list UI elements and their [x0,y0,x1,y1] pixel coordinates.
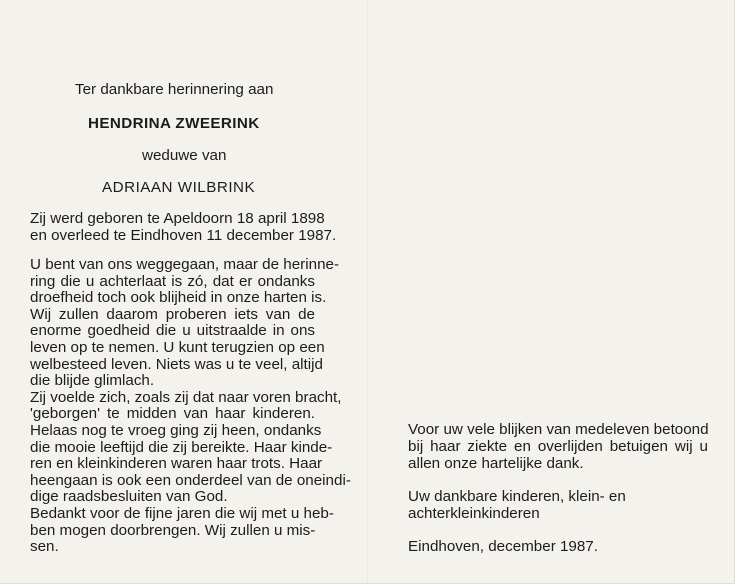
intro-line: Ter dankbare herinnering aan [75,81,274,98]
poem-line: die mooie leeftijd die zij bereikte. Haar kinde- [30,438,333,456]
spouse-name: ADRIAAN WILBRINK [102,179,256,196]
poem-block [30,256,351,556]
poem-line: ring die u achterlaat is zó, dat er ondanks [30,272,315,290]
poem-line: enorme goedheid die u uitstraalde in ons [30,322,315,340]
poem-line: droefheid toch ook blijheid in onze harten is. [30,289,327,307]
thanks-line: allen onze hartelijke dank. [408,455,584,472]
birth-death-block [30,210,337,244]
poem-line: Bedankt voor de fijne jaren die wij met u heb- [30,504,334,522]
poem-line: dige raadsbesluiten van God. [30,488,228,506]
poem-line: U bent van ons weggegaan, maar de herinne- [30,256,340,273]
poem-line: leven op te nemen. U kunt terugzien op een [30,338,325,356]
poem-line: Zij voelde zich, zoals zij dat naar voren bracht, [30,388,342,406]
signature-line: achterkleinkinderen [408,505,540,522]
birth-line: Zij werd geboren te Apeldoorn 18 april 1898 [30,210,325,227]
poem-line: 'geborgen' te midden van haar kinderen. [30,405,315,423]
card-fold-line [367,0,368,584]
poem-line: ben mogen doorbrengen. Wij zullen u mis- [30,521,316,539]
relation-line: weduwe van [142,147,227,164]
signature-line: Uw dankbare kinderen, klein- en [408,488,626,505]
place-date: Eindhoven, december 1987. [408,538,598,555]
poem-line: welbesteed leven. Niets was u te veel, altijd [30,355,323,373]
poem-line: sen. [30,538,59,556]
death-line: en overleed te Eindhoven 11 december 1987. [30,226,337,244]
thanks-line: bij haar ziekte en overlijden betuigen wij u [408,438,708,455]
poem-line: Helaas nog te vroeg ging zij heen, ondanks [30,421,322,439]
poem-line: ren en kleinkinderen waren haar trots. Haar [30,455,323,473]
poem-line: Wij zullen daarom proberen iets van de [30,305,315,323]
thanks-line: Voor uw vele blijken van medeleven betoond [408,421,709,438]
deceased-name: HENDRINA ZWEERINK [88,115,260,132]
thanks-block [408,421,708,472]
poem-line: heengaan is ook een onderdeel van de oneindi- [30,471,351,489]
poem-line: die blijde glimlach. [30,372,155,390]
